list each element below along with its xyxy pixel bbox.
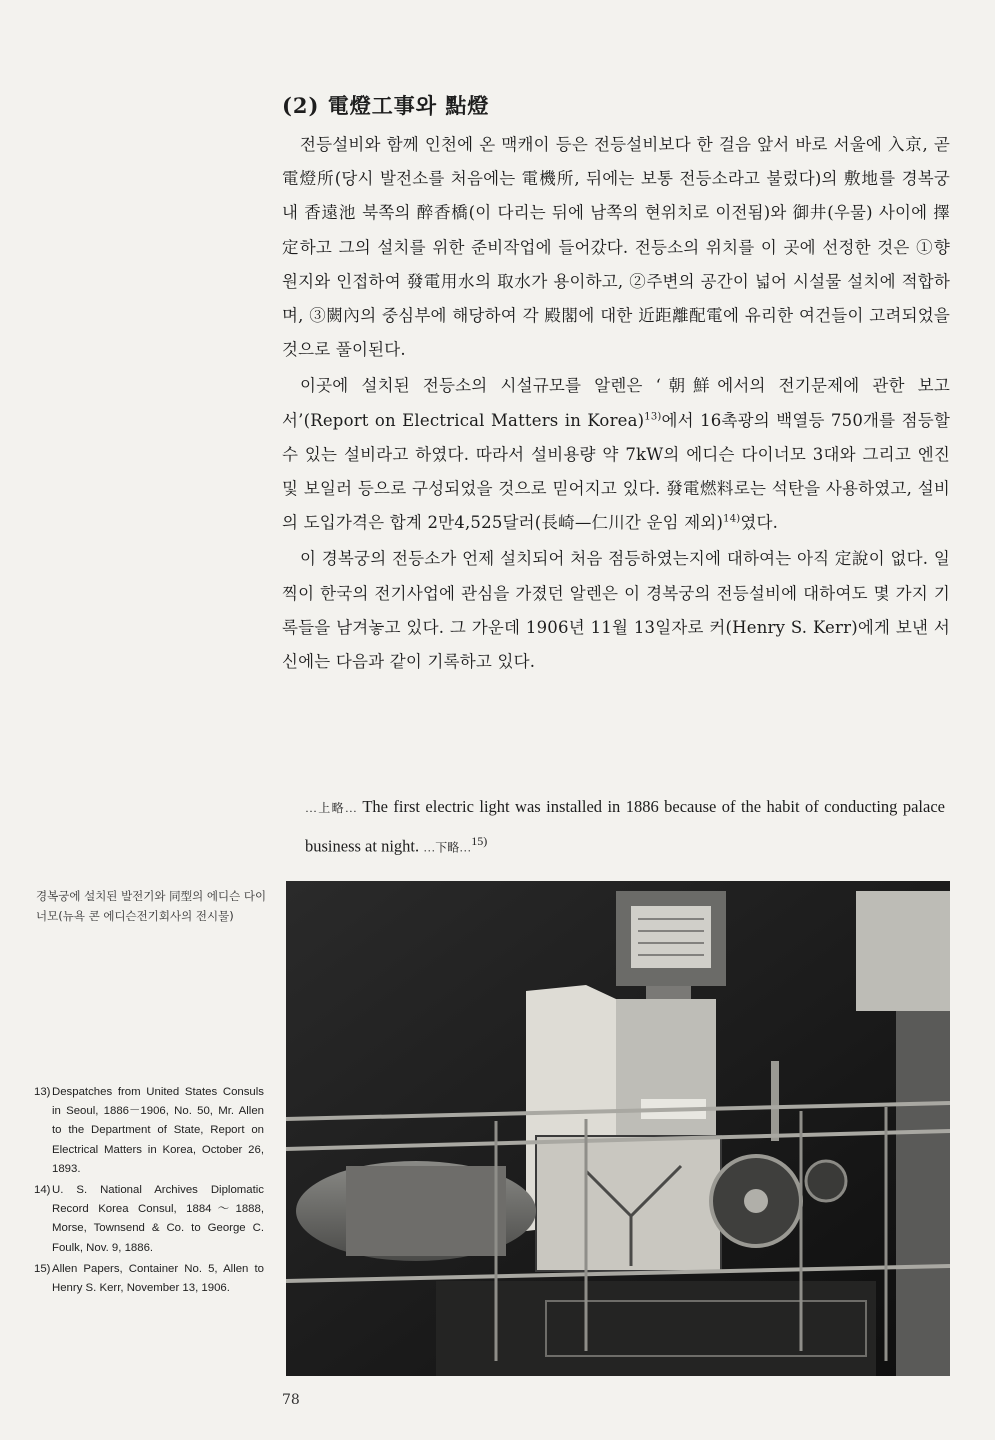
footnote-13 (34, 1083, 264, 1179)
footnote-number: 15) (34, 1262, 51, 1275)
paragraph-1: 전등설비와 함께 인천에 온 맥캐이 등은 전등설비보다 한 걸음 앞서 바로 서울에 入京, 곧 電燈所(당시 발전소를 처음에는 電機所, 뒤에는 보통 전등소라고 불렀다)의 敷地를 경복궁내 香遠池 북쪽의 醉香橋(이 다리는 뒤에 남쪽의 현위치로 이전됨)와 御井(우물) 사이에 擇定하고 그의 설치를 위한 준비작업에 들어갔다. 전등소의 위치를 이 곳에 선정한 것은 ①향원지와 인접하여 發電用水의 取水가 용이하고, ②주변의 공간이 넓어 시설물 설치에 적합하며, ③闕內의 중심부에 해당하여 각 殿閣에 대한 近距離配電에 유리한 여건들이 고려되었을 것으로 풀이된다. (282, 135, 950, 360)
quote-suffix: …下略… (423, 840, 472, 855)
quote-text: The first electric light was installed in 1886 because of the habit of conducting palace business at night. (305, 797, 945, 856)
footnote-ref-13: 13) (644, 411, 662, 423)
footnote-14 (34, 1181, 264, 1258)
footnote-text: U. S. National Archives Diplomatic Record Korea Consul, 1884～1888, Morse, Townsend & Co. to George C. Foulk, Nov. 9, 1886. (52, 1184, 264, 1254)
footnote-text: Despatches from United States Consuls in Seoul, 1886－1906, No. 50, Mr. Allen to the Department of State, Report on Electrical Matters in Korea, October 26, 1893. (52, 1086, 264, 1175)
footnote-ref-15: 15) (471, 834, 488, 848)
paragraph-3: 이 경복궁의 전등소가 언제 설치되어 처음 점등하였는지에 대하여는 아직 定說이 없다. 일찍이 한국의 전기사업에 관심을 가졌던 알렌은 이 경복궁의 전등설비에 대하여도 몇 가지 기록들을 남겨놓고 있다. 그 가운데 1906년 11월 13일자로 커(Henry S. Kerr)에게 보낸 서신에는 다음과 같이 기록하고 있다. (282, 549, 950, 672)
footnotes (34, 1083, 264, 1300)
paragraph-2-part-b: 에서 16촉광의 백열등 750개를 점등할 수 있는 설비라고 하였다. 따라서 설비용량 약 7kW의 에디슨 다이너모 3대와 그리고 엔진 및 보일러 등으로 구성되었을 것으로 믿어지고 있다. 發電燃料로는 석탄을 사용하였고, 설비의 도입가격은 합계 2만4,525달러(長崎—仁川간 운임 제외) (282, 410, 951, 533)
footnote-ref-14: 14) (723, 513, 741, 525)
section-title: (2) 電燈工事와 點燈 (282, 93, 490, 118)
page-number: 78 (282, 1392, 300, 1408)
photo-caption: 경복궁에 설치된 발전기와 同型의 에디슨 다이너모(뉴욕 콘 에디슨전기회사의 전시물) (36, 889, 267, 923)
quote-prefix: …上略… (305, 801, 357, 815)
footnote-number: 13) (34, 1086, 51, 1098)
paragraph-2-part-c: 였다. (740, 513, 779, 533)
footnote-number: 14) (34, 1184, 51, 1197)
dynamo-photo (286, 881, 950, 1376)
block-quote (305, 790, 945, 865)
paragraph-2-part-a: 이곳에 설치된 전등소의 시설규모를 알렌은 ‘朝鮮에서의 전기문제에 관한 보고서’(Report on Electrical Matters in Korea) (282, 376, 950, 430)
body-text (282, 128, 950, 681)
dynamo-photo-illustration (286, 881, 950, 1376)
footnote-text: Allen Papers, Container No. 5, Allen to Henry S. Kerr, November 13, 1906. (52, 1262, 264, 1295)
paragraph-2 (282, 369, 950, 540)
footnote-15 (34, 1260, 264, 1298)
